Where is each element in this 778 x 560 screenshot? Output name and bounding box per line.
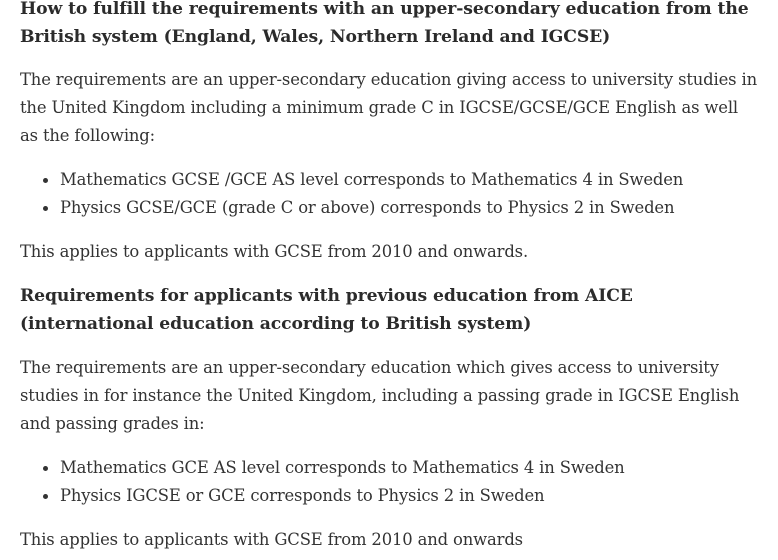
requirements-list-aice: [20, 454, 778, 510]
section-note-aice: This applies to applicants with GCSE from 2010 and onwards: [20, 530, 523, 549]
section-heading-aice: Requirements for applicants with previous education from AICE (international education according to British system): [20, 286, 633, 334]
list-item-text: Physics IGCSE or GCE corresponds to Physics 2 in Sweden: [60, 486, 545, 505]
list-item: [40, 454, 778, 482]
section-intro-british-system: The requirements are an upper-secondary education giving access to university studies in the United Kingdom including a minimum grade C in IGCSE/GCSE/GCE English as well as the following:: [20, 70, 757, 145]
bullet-icon: [43, 494, 48, 499]
bullet-icon: [43, 206, 48, 211]
bullet-icon: [43, 466, 48, 471]
section-note-british-system: This applies to applicants with GCSE from 2010 and onwards.: [20, 242, 528, 261]
bullet-icon: [43, 178, 48, 183]
requirements-list-british-system: [20, 166, 778, 222]
list-item-text: Mathematics GCSE /GCE AS level corresponds to Mathematics 4 in Sweden: [60, 170, 684, 189]
list-item: [40, 166, 778, 194]
list-item-text: Physics GCSE/GCE (grade C or above) corresponds to Physics 2 in Sweden: [60, 198, 675, 217]
section-heading-british-system: How to fulfill the requirements with an upper-secondary education from the British system (England, Wales, Northern Ireland and IGCSE): [20, 0, 749, 47]
list-item: [40, 482, 778, 510]
list-item-text: Mathematics GCE AS level corresponds to Mathematics 4 in Sweden: [60, 458, 625, 477]
list-item: [40, 194, 778, 222]
section-intro-aice: The requirements are an upper-secondary education which gives access to university studies in for instance the United Kingdom, including a passing grade in IGCSE English and passing grades in:: [20, 358, 740, 433]
